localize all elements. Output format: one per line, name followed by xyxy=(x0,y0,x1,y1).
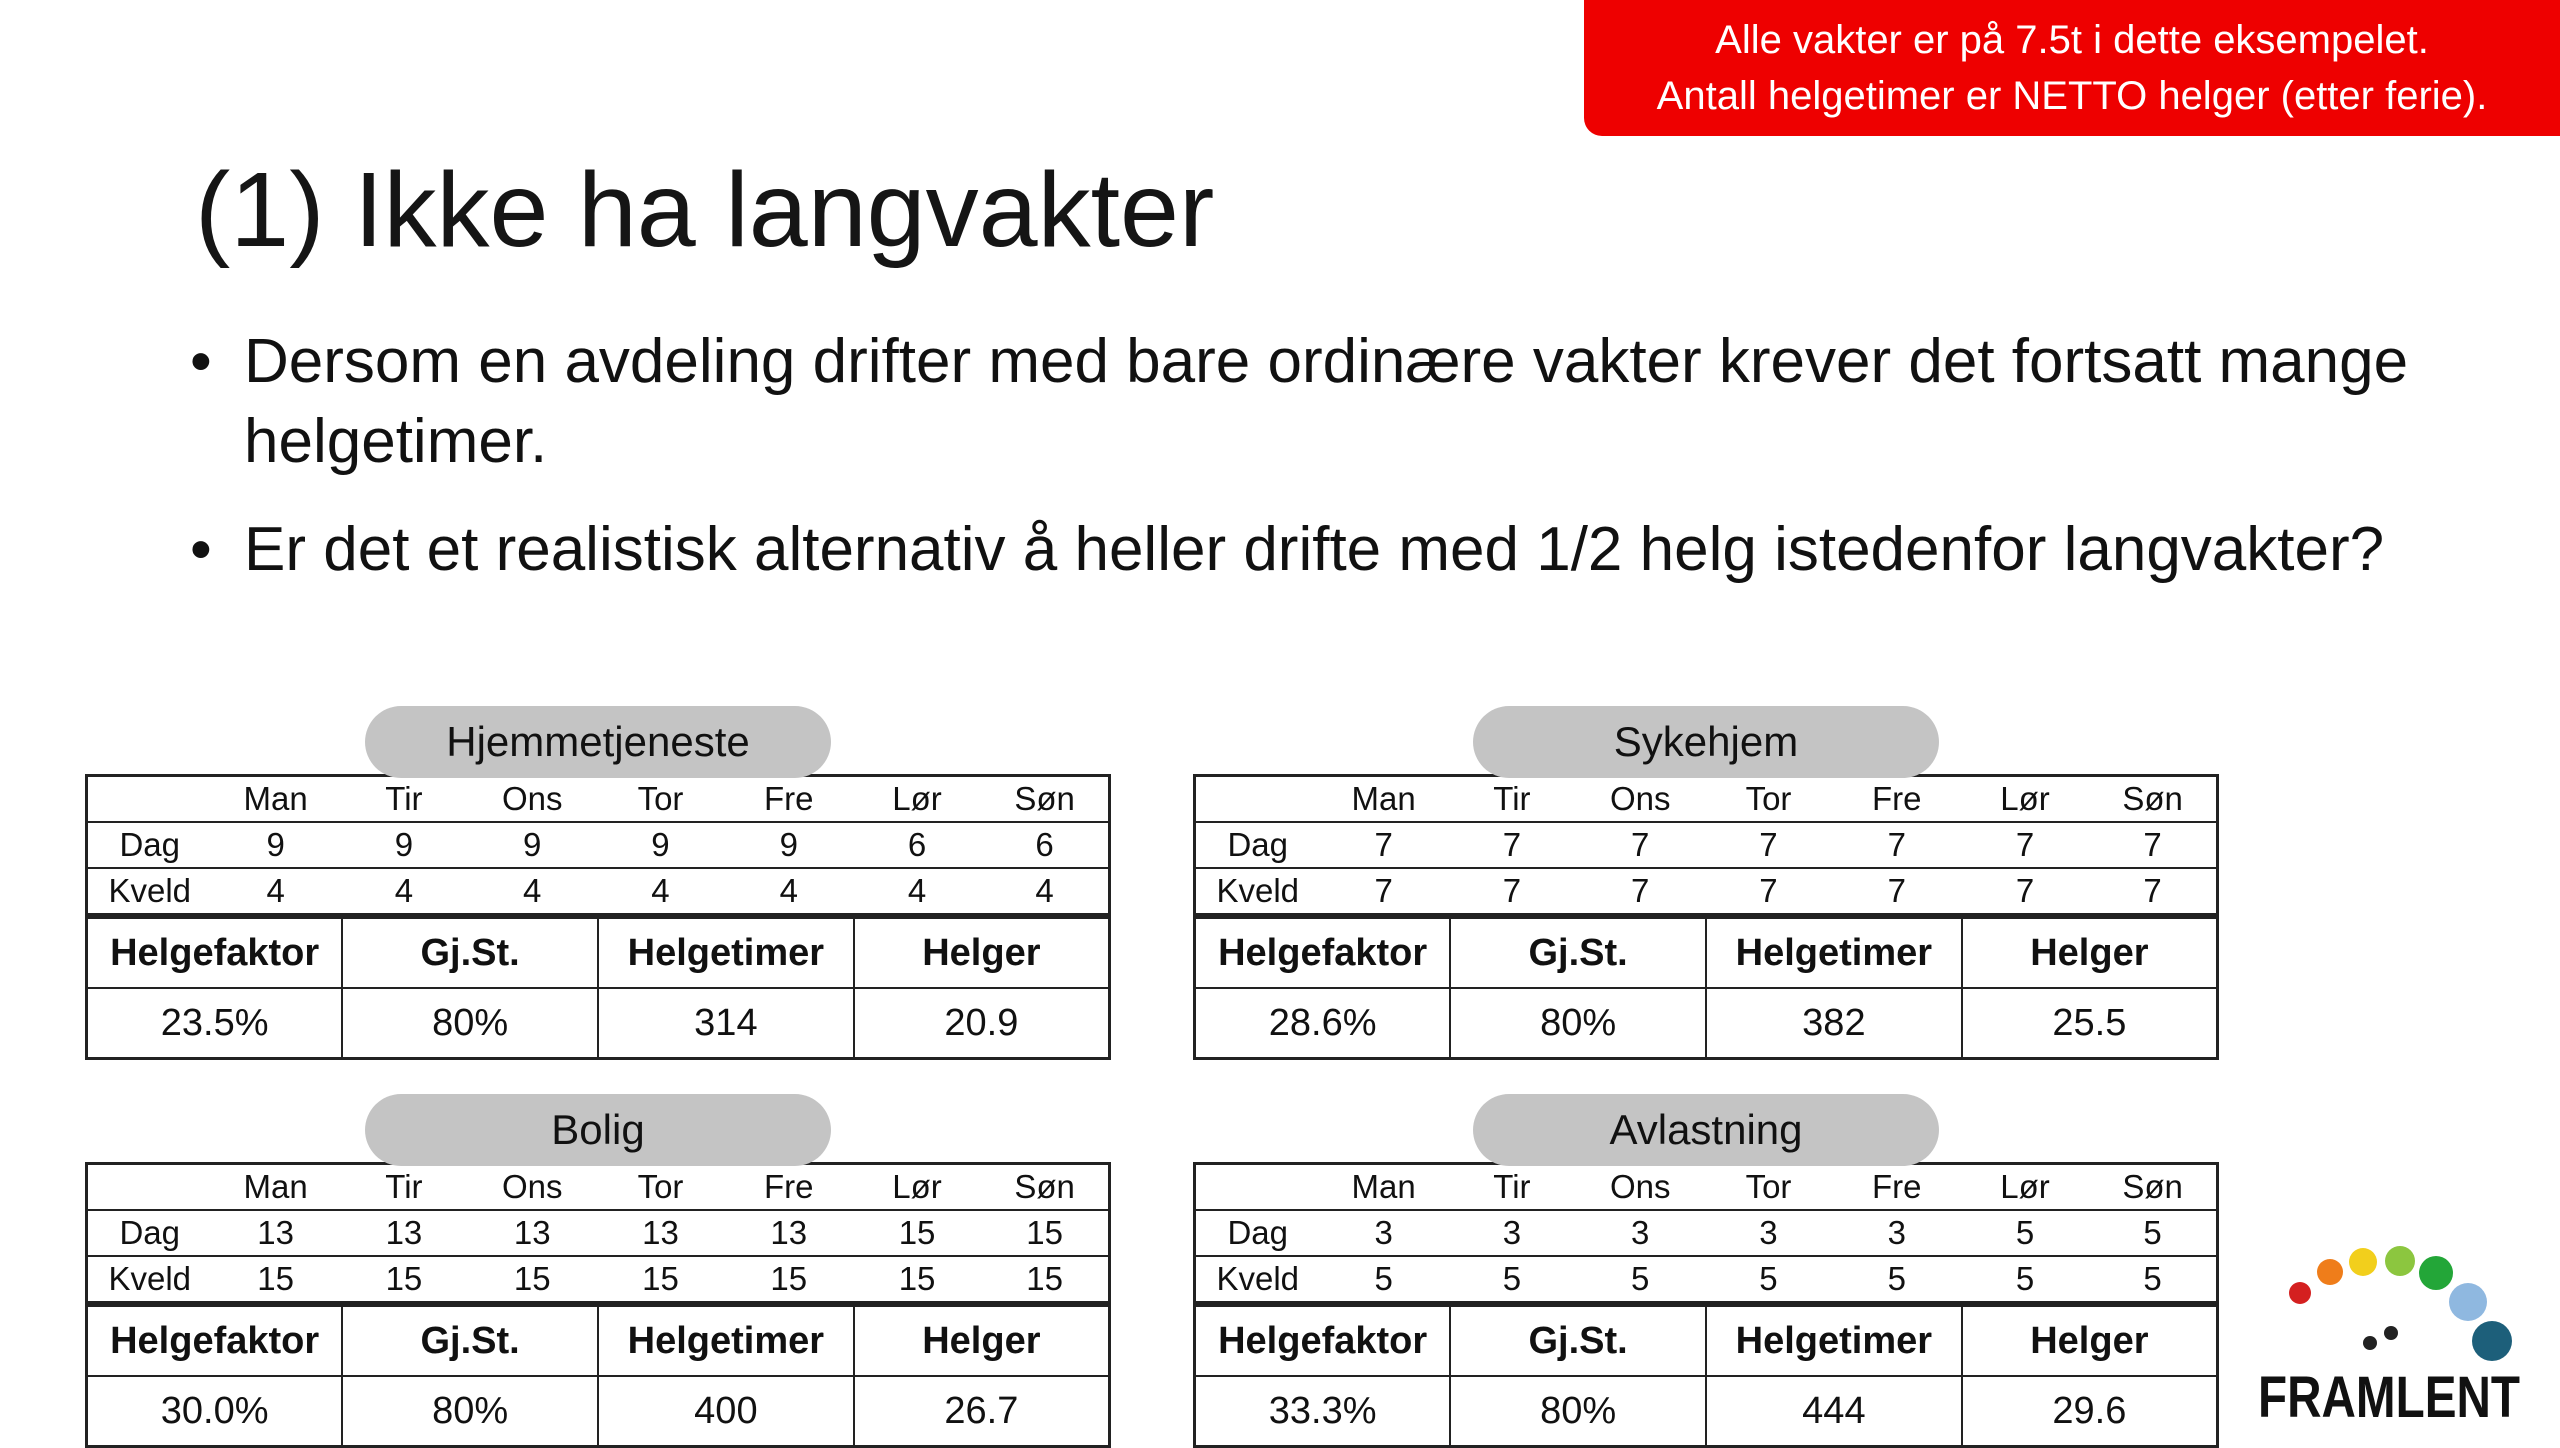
summary-header: Gj.St. xyxy=(1450,1306,1706,1377)
cell: 9 xyxy=(725,822,853,868)
shift-table-hjemmetjeneste xyxy=(85,718,1111,1060)
summary-header: Helger xyxy=(854,1306,1110,1377)
info-banner xyxy=(1584,0,2560,136)
cell: 13 xyxy=(596,1210,724,1256)
summary-value: 444 xyxy=(1706,1376,1962,1447)
cell: 7 xyxy=(1448,822,1576,868)
cell: 9 xyxy=(340,822,468,868)
cell: 4 xyxy=(981,868,1109,915)
row-label: Dag xyxy=(87,1210,212,1256)
summary-value: 382 xyxy=(1706,988,1962,1059)
table-title-pill: Hjemmetjeneste xyxy=(365,706,831,778)
table-title-pill: Sykehjem xyxy=(1473,706,1939,778)
cell: 13 xyxy=(212,1210,340,1256)
logo-dot xyxy=(2449,1283,2487,1321)
shift-table-bolig xyxy=(85,1106,1111,1448)
day-header: Ons xyxy=(468,776,596,823)
summary-header-row xyxy=(87,1306,1110,1377)
logo-dot xyxy=(2472,1321,2512,1361)
row-label: Dag xyxy=(1195,1210,1320,1256)
summary-header: Helgetimer xyxy=(598,1306,854,1377)
summary-value: 314 xyxy=(598,988,854,1059)
framlent-logo xyxy=(2250,1230,2530,1430)
day-header: Ons xyxy=(1576,1164,1704,1211)
dag-row xyxy=(1195,1210,2218,1256)
day-header: Søn xyxy=(2089,1164,2217,1211)
cell: 5 xyxy=(2089,1256,2217,1303)
day-header: Fre xyxy=(1833,1164,1961,1211)
cell: 4 xyxy=(725,868,853,915)
summary-value: 80% xyxy=(342,1376,598,1447)
summary-value: 23.5% xyxy=(87,988,343,1059)
day-header: Tor xyxy=(1704,776,1832,823)
row-label: Kveld xyxy=(87,1256,212,1303)
cell: 3 xyxy=(1448,1210,1576,1256)
cell: 6 xyxy=(853,822,981,868)
summary-value-row xyxy=(1195,988,2218,1059)
cell: 3 xyxy=(1704,1210,1832,1256)
cell: 7 xyxy=(1576,822,1704,868)
dag-row xyxy=(1195,822,2218,868)
cell: 15 xyxy=(725,1256,853,1303)
summary-table xyxy=(1193,1304,2219,1448)
summary-header-row xyxy=(87,918,1110,989)
summary-value: 26.7 xyxy=(854,1376,1110,1447)
summary-header: Helgetimer xyxy=(1706,918,1962,989)
shift-grid xyxy=(85,1162,1111,1304)
row-label: Kveld xyxy=(87,868,212,915)
summary-value-row xyxy=(87,1376,1110,1447)
cell: 4 xyxy=(340,868,468,915)
cell: 4 xyxy=(468,868,596,915)
logo-text: FRAMLENT xyxy=(2258,1365,2520,1430)
cell: 5 xyxy=(1704,1256,1832,1303)
summary-header: Helgetimer xyxy=(1706,1306,1962,1377)
cell: 15 xyxy=(212,1256,340,1303)
summary-header: Helgetimer xyxy=(598,918,854,989)
summary-header: Helger xyxy=(854,918,1110,989)
cell: 5 xyxy=(1448,1256,1576,1303)
slide-title: (1) Ikke ha langvakter xyxy=(195,151,1215,269)
info-banner-line-1: Alle vakter er på 7.5t i dette eksempelet. xyxy=(1715,18,2429,62)
info-banner-line-2: Antall helgetimer er NETTO helger (etter ferie). xyxy=(1656,74,2488,118)
day-header: Lør xyxy=(1961,1164,2089,1211)
cell: 5 xyxy=(1320,1256,1448,1303)
shift-table-avlastning xyxy=(1193,1106,2219,1448)
day-header: Man xyxy=(1320,776,1448,823)
logo-dot xyxy=(2349,1248,2377,1276)
table-title-pill: Bolig xyxy=(365,1094,831,1166)
summary-table xyxy=(85,1304,1111,1448)
cell: 15 xyxy=(340,1256,468,1303)
cell: 13 xyxy=(725,1210,853,1256)
summary-header: Helgefaktor xyxy=(1195,1306,1451,1377)
cell: 15 xyxy=(468,1256,596,1303)
summary-value: 400 xyxy=(598,1376,854,1447)
summary-value-row xyxy=(87,988,1110,1059)
cell: 15 xyxy=(853,1210,981,1256)
cell: 4 xyxy=(596,868,724,915)
cell: 7 xyxy=(1448,868,1576,915)
summary-table xyxy=(1193,916,2219,1060)
summary-header-row xyxy=(1195,1306,2218,1377)
logo-dot xyxy=(2419,1256,2453,1290)
day-header: Lør xyxy=(853,776,981,823)
cell: 5 xyxy=(1961,1210,2089,1256)
day-header: Tir xyxy=(1448,1164,1576,1211)
cell: 9 xyxy=(212,822,340,868)
day-header: Tir xyxy=(340,1164,468,1211)
day-header: Fre xyxy=(725,1164,853,1211)
summary-table xyxy=(85,916,1111,1060)
summary-header: Helger xyxy=(1962,918,2218,989)
summary-value: 80% xyxy=(1450,988,1706,1059)
summary-value: 25.5 xyxy=(1962,988,2218,1059)
day-header: Tir xyxy=(1448,776,1576,823)
kveld-row xyxy=(87,868,1110,915)
day-header: Man xyxy=(1320,1164,1448,1211)
day-header: Tir xyxy=(340,776,468,823)
day-header: Man xyxy=(212,776,340,823)
bullet-item xyxy=(190,510,2420,590)
day-header-row xyxy=(1195,1164,2218,1211)
summary-header-row xyxy=(1195,918,2218,989)
cell: 15 xyxy=(853,1256,981,1303)
cell: 5 xyxy=(1576,1256,1704,1303)
row-label: Dag xyxy=(1195,822,1320,868)
summary-header: Helgefaktor xyxy=(87,1306,343,1377)
day-header: Ons xyxy=(1576,776,1704,823)
summary-value: 33.3% xyxy=(1195,1376,1451,1447)
summary-value: 80% xyxy=(1450,1376,1706,1447)
logo-dot xyxy=(2385,1246,2415,1276)
cell: 6 xyxy=(981,822,1109,868)
day-header: Tor xyxy=(596,1164,724,1211)
day-header: Lør xyxy=(1961,776,2089,823)
day-header: Fre xyxy=(1833,776,1961,823)
cell: 7 xyxy=(2089,868,2217,915)
summary-header: Helgefaktor xyxy=(1195,918,1451,989)
cell: 7 xyxy=(2089,822,2217,868)
cell: 9 xyxy=(596,822,724,868)
dag-row xyxy=(87,1210,1110,1256)
summary-header: Helger xyxy=(1962,1306,2218,1377)
cell: 7 xyxy=(1704,822,1832,868)
row-label: Kveld xyxy=(1195,868,1320,915)
cell: 7 xyxy=(1320,822,1448,868)
shift-grid xyxy=(1193,774,2219,916)
day-header: Man xyxy=(212,1164,340,1211)
summary-value: 30.0% xyxy=(87,1376,343,1447)
cell: 7 xyxy=(1961,868,2089,915)
shift-grid xyxy=(85,774,1111,916)
day-header-row xyxy=(1195,776,2218,823)
summary-value: 20.9 xyxy=(854,988,1110,1059)
cell: 3 xyxy=(1320,1210,1448,1256)
day-header: Ons xyxy=(468,1164,596,1211)
bullet-list xyxy=(190,322,2420,618)
day-header: Tor xyxy=(1704,1164,1832,1211)
day-header: Søn xyxy=(981,1164,1109,1211)
bullet-text: Er det et realistisk alternativ å heller drifte med 1/2 helg istedenfor langvakter? xyxy=(244,515,2385,584)
day-header: Lør xyxy=(853,1164,981,1211)
cell: 7 xyxy=(1833,822,1961,868)
day-header: Fre xyxy=(725,776,853,823)
summary-value: 29.6 xyxy=(1962,1376,2218,1447)
cell: 5 xyxy=(1833,1256,1961,1303)
day-header: Søn xyxy=(2089,776,2217,823)
shift-table-sykehjem xyxy=(1193,718,2219,1060)
cell: 7 xyxy=(1833,868,1961,915)
cell: 13 xyxy=(340,1210,468,1256)
cell: 5 xyxy=(1961,1256,2089,1303)
cell: 15 xyxy=(981,1256,1109,1303)
summary-header: Gj.St. xyxy=(342,1306,598,1377)
bullet-item xyxy=(190,322,2420,482)
logo-figure-dot xyxy=(2363,1336,2377,1350)
logo-dot xyxy=(2289,1282,2311,1304)
day-header-row xyxy=(87,776,1110,823)
cell: 4 xyxy=(853,868,981,915)
summary-header: Gj.St. xyxy=(342,918,598,989)
cell: 3 xyxy=(1576,1210,1704,1256)
kveld-row xyxy=(1195,1256,2218,1303)
cell: 15 xyxy=(981,1210,1109,1256)
shift-grid xyxy=(1193,1162,2219,1304)
logo-dot xyxy=(2317,1259,2343,1285)
bullet-dot-icon: • xyxy=(190,515,212,584)
bullet-text: Dersom en avdeling drifter med bare ordinære vakter krever det fortsatt mange helgetimer. xyxy=(244,327,2409,476)
kveld-row xyxy=(87,1256,1110,1303)
cell: 7 xyxy=(1961,822,2089,868)
row-label: Dag xyxy=(87,822,212,868)
logo-figure-dot xyxy=(2384,1326,2398,1340)
cell: 9 xyxy=(468,822,596,868)
day-header: Tor xyxy=(596,776,724,823)
summary-value: 80% xyxy=(342,988,598,1059)
day-header: Søn xyxy=(981,776,1109,823)
summary-header: Gj.St. xyxy=(1450,918,1706,989)
cell: 15 xyxy=(596,1256,724,1303)
row-label: Kveld xyxy=(1195,1256,1320,1303)
cell: 3 xyxy=(1833,1210,1961,1256)
kveld-row xyxy=(1195,868,2218,915)
dag-row xyxy=(87,822,1110,868)
summary-value-row xyxy=(1195,1376,2218,1447)
cell: 7 xyxy=(1704,868,1832,915)
cell: 13 xyxy=(468,1210,596,1256)
cell: 7 xyxy=(1576,868,1704,915)
bullet-dot-icon: • xyxy=(190,327,212,396)
summary-value: 28.6% xyxy=(1195,988,1451,1059)
table-title-pill: Avlastning xyxy=(1473,1094,1939,1166)
cell: 5 xyxy=(2089,1210,2217,1256)
cell: 7 xyxy=(1320,868,1448,915)
summary-header: Helgefaktor xyxy=(87,918,343,989)
day-header-row xyxy=(87,1164,1110,1211)
cell: 4 xyxy=(212,868,340,915)
